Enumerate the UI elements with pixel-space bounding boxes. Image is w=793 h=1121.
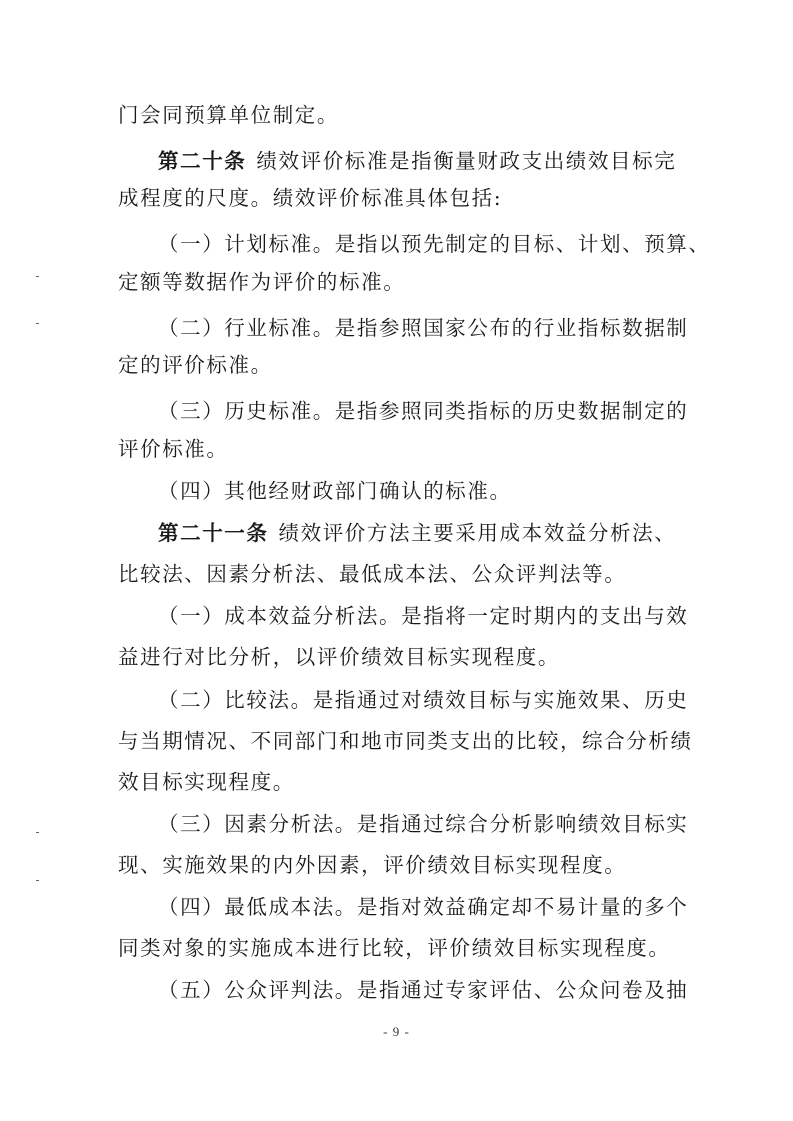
text-line: （四）最低成本法。是指对效益确定却不易计量的多个	[158, 895, 689, 919]
article-number: 第二十一条	[158, 521, 269, 545]
text-line: 门会同预算单位制定。	[118, 103, 339, 127]
text-line: 绩效评价标准是指衡量财政支出绩效目标完	[256, 149, 677, 173]
article-number: 第二十条	[158, 149, 247, 173]
text-line: 成程度的尺度。绩效评价标准具体包括:	[118, 186, 503, 210]
text-line: （一）成本效益分析法。是指将一定时期内的支出与效	[158, 604, 689, 628]
text-line: （二）比较法。是指通过对绩效目标与实施效果、历史	[158, 688, 689, 712]
text-line: 比较法、因素分析法、最低成本法、公众评判法等。	[118, 562, 627, 586]
margin-mark	[36, 880, 39, 881]
article-21-heading-line	[158, 521, 718, 545]
text-line: （一）计划标准。是指以预先制定的目标、计划、预算、	[158, 232, 711, 256]
text-line: （三）因素分析法。是指通过综合分析影响绩效目标实	[158, 812, 689, 836]
text-line: 定的评价标准。	[118, 353, 273, 377]
text-line: 与当期情况、不同部门和地市同类支出的比较，综合分析绩	[118, 729, 693, 753]
text-line: 评价标准。	[118, 437, 229, 461]
text-line: （三）历史标准。是指参照同类指标的历史数据制定的	[158, 399, 689, 423]
text-line: 效目标实现程度。	[118, 770, 295, 794]
margin-mark	[36, 276, 39, 277]
text-line: （二）行业标准。是指参照国家公布的行业指标数据制	[158, 316, 689, 340]
text-line: 定额等数据作为评价的标准。	[118, 270, 406, 294]
text-line: 益进行对比分析，以评价绩效目标实现程度。	[118, 645, 560, 669]
text-line: （四）其他经财政部门确认的标准。	[158, 479, 512, 503]
text-line: （五）公众评判法。是指通过专家评估、公众问卷及抽	[158, 978, 689, 1002]
margin-mark	[36, 832, 39, 833]
text-line: 现、实施效果的内外因素，评价绩效目标实现程度。	[118, 853, 627, 877]
text-line: 绩效评价方法主要采用成本效益分析法、	[278, 521, 677, 545]
margin-mark	[36, 323, 39, 324]
article-20-heading-line	[158, 149, 718, 173]
text-line: 同类对象的实施成本进行比较，评价绩效目标实现程度。	[118, 936, 671, 960]
page-number: - 9 -	[383, 1024, 410, 1039]
